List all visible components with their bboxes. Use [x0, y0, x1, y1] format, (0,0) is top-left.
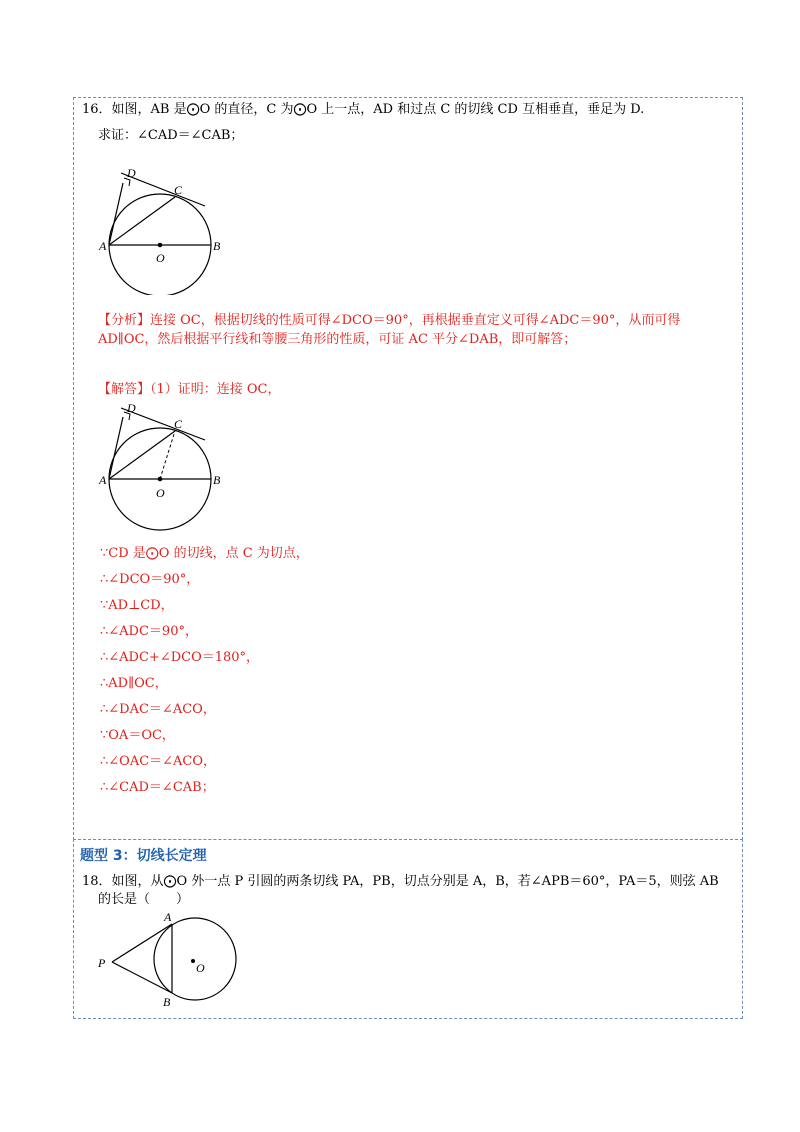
section-heading: 题型 3：切线长定理 [80, 848, 207, 864]
label-D: D [127, 401, 136, 415]
label-D: D [127, 166, 136, 180]
step: ∴∠ADC＝90°， [100, 624, 198, 639]
label-O: O [196, 961, 205, 975]
step: ∵AD⊥CD， [100, 598, 174, 613]
step: ∵OA＝OC， [100, 728, 175, 743]
label-C: C [174, 417, 183, 431]
label-A: A [99, 239, 107, 253]
step: ∴∠DAC＝∠ACO， [100, 702, 216, 717]
label-P: P [98, 956, 106, 970]
step: ∵CD 是⨀O 的切线，点 C 为切点， [100, 546, 309, 561]
step: ∴∠ADC+∠DCO＝180°， [100, 650, 260, 665]
label-O: O [156, 486, 165, 500]
step: ∴AD∥OC， [100, 676, 168, 691]
q18-figure [92, 910, 242, 1010]
q18-stem-line1: 18．如图，从⨀O 外一点 P 引圆的两条切线 PA，PB，切点分别是 A，B，若∠APB＝60°，PA＝5，则弦 AB [82, 874, 719, 889]
q16-analysis-line2: AD∥OC，然后根据平行线和等腰三角形的性质，可证 AC 平分∠DAB，即可解答； [98, 332, 577, 347]
q16-solution-figure [95, 400, 220, 532]
label-B: B [213, 239, 220, 253]
q16-solution-head: 【解答】（1）证明：连接 OC， [98, 382, 281, 397]
label-A: A [99, 473, 107, 487]
label-O: O [156, 251, 165, 265]
label-C: C [174, 183, 183, 197]
q16-prove: 求证：∠CAD＝∠CAB； [98, 128, 244, 143]
q18-stem-line2: 的长是（ ） [98, 892, 190, 907]
step: ∴∠CAD＝∠CAB； [100, 780, 215, 795]
q16-stem: 16．如图，AB 是⨀O 的直径，C 为⨀O 上一点，AD 和过点 C 的切线 CD 互相垂直，垂足为 D. [82, 102, 645, 117]
q16-figure [95, 165, 220, 295]
label-A: A [164, 910, 172, 924]
step: ∴∠DCO＝90°， [100, 572, 200, 587]
step: ∴∠OAC＝∠ACO， [100, 754, 217, 769]
q16-analysis-line1: 【分析】连接 OC，根据切线的性质可得∠DCO＝90°，再根据垂直定义可得∠ADC＝90°，从而可得 [98, 313, 681, 328]
label-B: B [213, 473, 220, 487]
label-B: B [163, 995, 171, 1009]
